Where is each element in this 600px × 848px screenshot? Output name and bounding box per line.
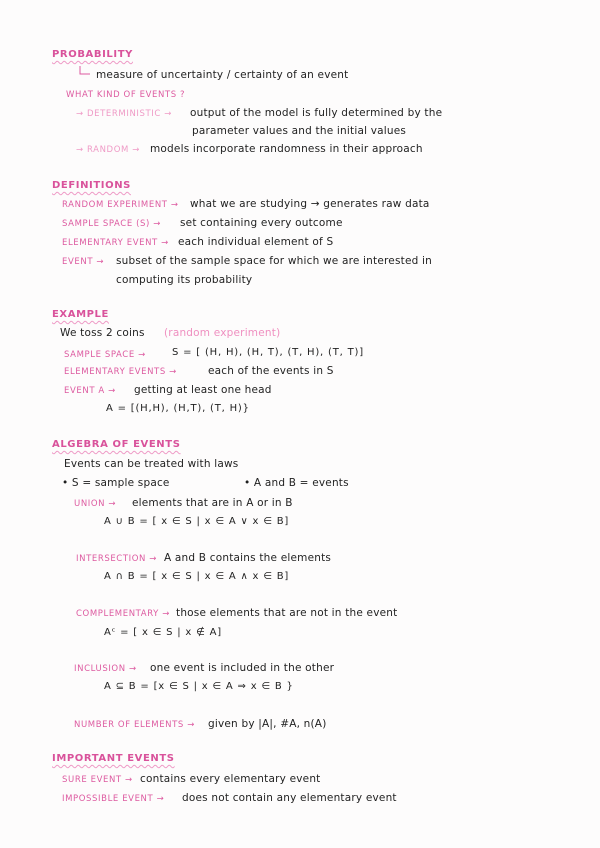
bullet-events: • A and B = events — [244, 477, 349, 489]
sure-event-text: contains every elementary event — [140, 773, 321, 785]
impossible-event-term: IMPOSSIBLE EVENT → — [62, 794, 165, 804]
intersection-term: INTERSECTION → — [76, 554, 158, 564]
definition-term: RANDOM EXPERIMENT → — [62, 200, 179, 210]
elementary-events-text: each of the events in S — [208, 365, 334, 377]
intersection-text: A and B contains the elements — [164, 552, 332, 564]
example-intro-note: (random experiment) — [164, 327, 281, 339]
sample-space-term: SAMPLE SPACE → — [64, 350, 146, 360]
hook-arrow-icon — [78, 65, 92, 79]
number-of-elements-term: NUMBER OF ELEMENTS → — [74, 720, 195, 730]
definition-text: set containing every outcome — [180, 217, 343, 229]
deterministic-text-line1: output of the model is fully determined by the — [190, 107, 443, 119]
sample-space-set: S = [ (H, H), (H, T), (T, H), (T, T)] — [172, 347, 364, 358]
event-a-term: EVENT A → — [64, 386, 116, 396]
probability-definition: measure of uncertainty / certainty of an event — [96, 69, 349, 81]
bullet-sample-space: • S = sample space — [62, 477, 170, 489]
event-a-text: getting at least one head — [134, 384, 272, 396]
event-kinds-label: WHAT KIND OF EVENTS ? — [66, 90, 186, 100]
example-intro: We toss 2 coins — [60, 327, 145, 339]
random-term: → RANDOM → — [76, 145, 140, 155]
inclusion-text: one event is included in the other — [150, 662, 335, 674]
definition-text-line2: computing its probability — [116, 274, 253, 286]
complementary-formula: Aᶜ = [ x ∈ S | x ∉ A] — [104, 627, 222, 638]
definition-text: subset of the sample space for which we are interested in — [116, 255, 432, 267]
event-a-set: A = [(H,H), (H,T), (T, H)} — [106, 403, 250, 414]
impossible-event-text: does not contain any elementary event — [182, 792, 397, 804]
complementary-text: those elements that are not in the event — [176, 607, 398, 619]
inclusion-formula: A ⊆ B = [x ∈ S | x ∈ A ⇒ x ∈ B } — [104, 681, 294, 692]
deterministic-text-line2: parameter values and the initial values — [192, 125, 407, 137]
algebra-intro: Events can be treated with laws — [64, 458, 239, 470]
intersection-formula: A ∩ B = [ x ∈ S | x ∈ A ∧ x ∈ B] — [104, 571, 290, 582]
union-term: UNION → — [74, 499, 117, 509]
definition-term: SAMPLE SPACE (S) → — [62, 219, 161, 229]
union-text: elements that are in A or in B — [132, 497, 293, 509]
number-of-elements-text: given by |A|, #A, n(A) — [208, 718, 327, 730]
deterministic-term: → DETERMINISTIC → — [76, 109, 172, 119]
elementary-events-term: ELEMENTARY EVENTS → — [64, 367, 177, 377]
example-heading: EXAMPLE — [52, 309, 109, 320]
random-text: models incorporate randomness in their approach — [150, 143, 423, 155]
definition-text: each individual element of S — [178, 236, 334, 248]
algebra-heading: ALGEBRA OF EVENTS — [52, 439, 181, 450]
definitions-heading: DEFINITIONS — [52, 180, 131, 191]
important-events-heading: IMPORTANT EVENTS — [52, 753, 175, 764]
union-formula: A ∪ B = [ x ∈ S | x ∈ A ∨ x ∈ B] — [104, 516, 290, 527]
definition-term: ELEMENTARY EVENT → — [62, 238, 169, 248]
complementary-term: COMPLEMENTARY → — [76, 609, 170, 619]
definition-text: what we are studying → generates raw data — [190, 198, 430, 210]
definition-term: EVENT → — [62, 257, 105, 267]
probability-heading: PROBABILITY — [52, 49, 133, 60]
sure-event-term: SURE EVENT → — [62, 775, 133, 785]
inclusion-term: INCLUSION → — [74, 664, 137, 674]
